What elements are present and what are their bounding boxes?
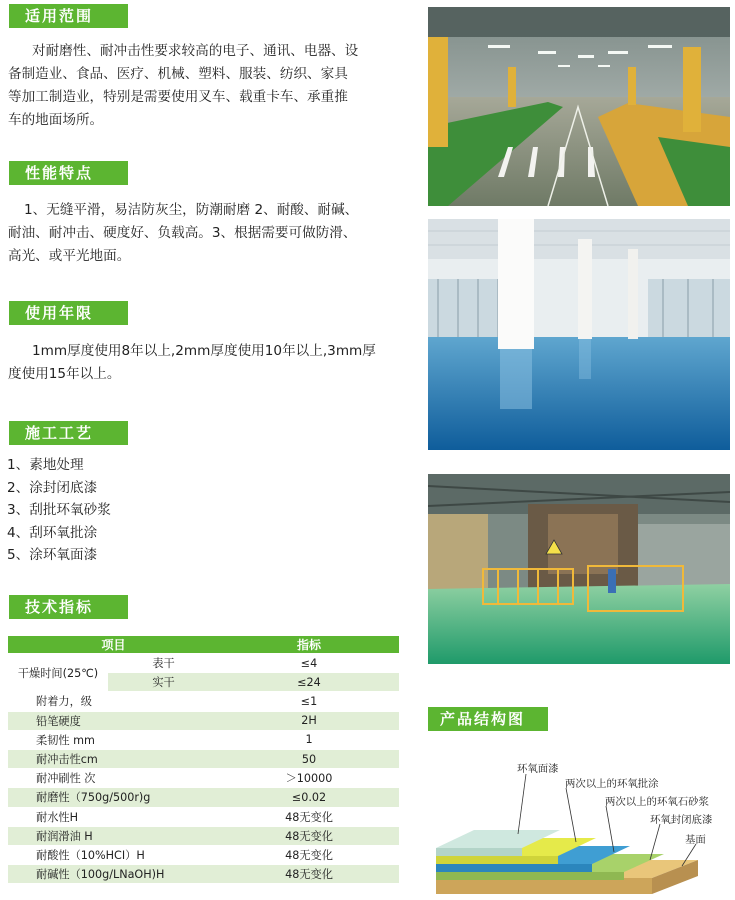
- drying-value: ≤4: [219, 654, 399, 673]
- layer-structure-diagram: [428, 760, 728, 900]
- spec-value: ＞10000: [219, 769, 399, 788]
- lifespan-line: 度使用15年以上。: [8, 366, 121, 382]
- spec-item: 耐水性H: [8, 807, 219, 826]
- spec-header-item: 项目: [8, 636, 219, 654]
- lifespan-text: [8, 340, 401, 386]
- layer-label-batch: 两次以上的环氧批涂: [565, 778, 659, 790]
- drying-label: 干燥时间(25℃): [8, 654, 108, 692]
- spec-row: [8, 654, 399, 673]
- features-line: 1、无缝平滑，易洁防灰尘，防潮耐磨 2、耐酸、耐碱、: [24, 202, 359, 218]
- layer-label-mortar: 两次以上的环氧石砂浆: [605, 796, 709, 808]
- spec-header-row: [8, 636, 399, 654]
- spec-row: [8, 730, 399, 749]
- section-title-process: 施工工艺: [9, 421, 128, 445]
- spec-item: 耐冲刷性 次: [8, 769, 219, 788]
- spec-value: 50: [219, 749, 399, 768]
- lifespan-line: 1mm厚度使用8年以上,2mm厚度使用10年以上,3mm厚: [32, 343, 376, 359]
- section-title-structure: 产品结构图: [428, 707, 548, 731]
- spec-value: ≤0.02: [219, 788, 399, 807]
- spec-value: 48无变化: [219, 807, 399, 826]
- features-text: [8, 199, 401, 268]
- photo-factory-floor: [428, 474, 730, 664]
- spec-item: 耐磨性（750g/500r)g: [8, 788, 219, 807]
- process-step: 5、涂环氧面漆: [7, 547, 98, 564]
- spec-row: [8, 788, 399, 807]
- photo-parking-garage: [428, 7, 730, 206]
- process-steps: [7, 454, 111, 567]
- layer-label-primer: 环氧封闭底漆: [650, 814, 713, 826]
- spec-item: 耐碱性（100g/LNaOH)H: [8, 865, 219, 884]
- spec-value: 48无变化: [219, 826, 399, 845]
- spec-row: [8, 692, 399, 711]
- spec-value: ≤1: [219, 692, 399, 711]
- spec-row: [8, 826, 399, 845]
- process-step: 2、涂封闭底漆: [7, 479, 98, 496]
- spec-row: [8, 749, 399, 768]
- process-step: 3、刮批环氧砂浆: [7, 502, 111, 519]
- layer-label-topcoat: 环氧面漆: [517, 763, 559, 775]
- section-title-scope: 适用范围: [9, 4, 128, 28]
- features-line: 耐油、耐冲击、硬度好、负载高。3、根据需要可做防滑、: [8, 225, 357, 241]
- section-title-lifespan: 使用年限: [9, 301, 128, 325]
- spec-row: [8, 845, 399, 864]
- spec-value: 2H: [219, 711, 399, 730]
- spec-item: 附着力，级: [8, 692, 219, 711]
- scope-text: [8, 40, 401, 132]
- spec-row: [8, 807, 399, 826]
- spec-value: 48无变化: [219, 865, 399, 884]
- process-step: 1、素地处理: [7, 457, 84, 473]
- photo-blue-floor-hall: [428, 219, 730, 450]
- spec-item: 耐润滑油 H: [8, 826, 219, 845]
- spec-header-value: 指标: [219, 636, 399, 654]
- features-line: 高光、或平光地面。: [8, 248, 131, 264]
- layer-label-base: 基面: [685, 834, 706, 846]
- drying-sub: 实干: [108, 673, 219, 692]
- process-step: 4、刮环氧批涂: [7, 524, 98, 541]
- scope-line: 等加工制造业，特别是需要使用叉车、载重卡车、承重推: [8, 89, 348, 105]
- scope-line: 对耐磨性、耐冲击性要求较高的电子、通讯、电器、设: [32, 43, 359, 59]
- spec-value: 48无变化: [219, 845, 399, 864]
- spec-table: [8, 636, 399, 884]
- spec-row: [8, 711, 399, 730]
- spec-value: 1: [219, 730, 399, 749]
- scope-line: 备制造业、食品、医疗、机械、塑料、服装、纺织、家具: [8, 66, 348, 82]
- spec-item: 柔韧性 mm: [8, 730, 219, 749]
- spec-item: 铅笔硬度: [8, 711, 219, 730]
- section-title-features: 性能特点: [9, 161, 128, 185]
- spec-item: 耐酸性（10%HCI）H: [8, 845, 219, 864]
- drying-value: ≤24: [219, 673, 399, 692]
- spec-row: [8, 769, 399, 788]
- spec-row: [8, 865, 399, 884]
- drying-sub: 表干: [108, 654, 219, 673]
- scope-line: 车的地面场所。: [8, 112, 104, 128]
- section-title-specs: 技术指标: [9, 595, 128, 619]
- spec-item: 耐冲击性cm: [8, 749, 219, 768]
